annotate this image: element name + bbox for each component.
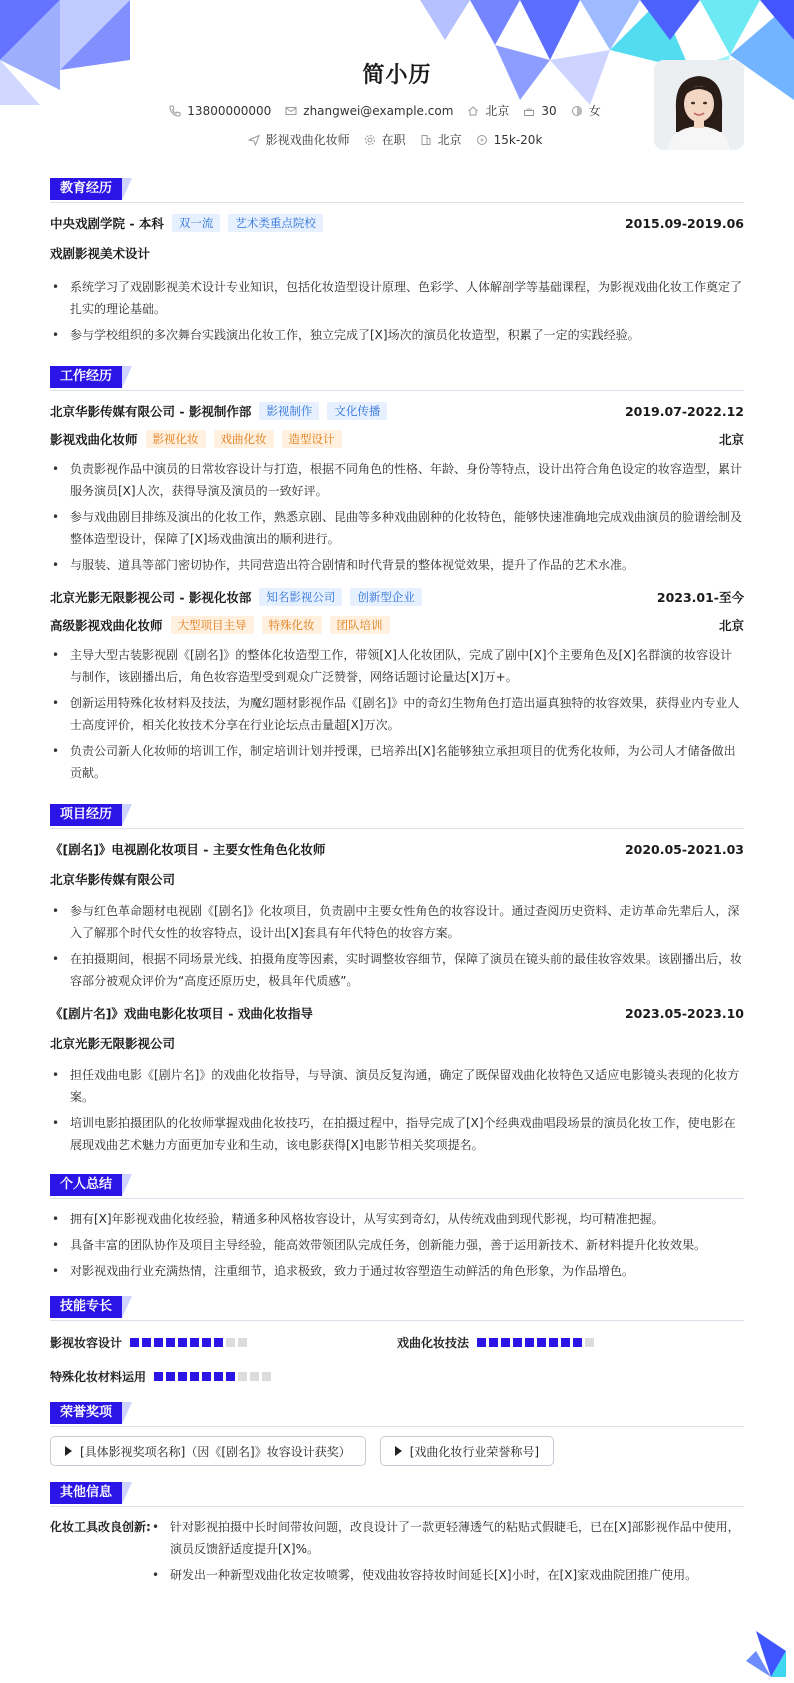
- skill-dot: [214, 1372, 223, 1381]
- email-info: [285, 102, 453, 119]
- honor-text: [具体影视奖项名称]（因《[剧名]》妆容设计获奖）: [80, 1444, 351, 1459]
- project-org: 北京光影无限影视公司: [50, 1036, 176, 1051]
- email-text: zhangwei@example.com: [303, 103, 454, 118]
- skill-level: [154, 1372, 271, 1381]
- summary-section: [50, 1174, 744, 1282]
- company-name: 北京光影无限影视公司 - 影视化妆部: [50, 590, 252, 605]
- skill-dot: [190, 1338, 199, 1347]
- work-entry: [50, 586, 744, 784]
- education-section: [50, 178, 744, 346]
- list-item: • 参与戏曲剧目排练及演出的化妆工作，熟悉京剧、昆曲等多种戏曲剧种的化妆特色，能够快速准确地完成戏曲演员的脸谱绘制及整体造型设计，保障了[X]场戏曲演出的顺利进行。: [50, 506, 744, 550]
- job-info-line: [80, 131, 710, 148]
- bullet-list: [50, 458, 744, 576]
- projects-section: [50, 804, 744, 1156]
- honor-item: [50, 1436, 366, 1466]
- major: 戏剧影视美术设计: [50, 246, 151, 261]
- divider: [50, 1506, 744, 1507]
- project-entry: [50, 1002, 744, 1156]
- other-section: [50, 1482, 744, 1590]
- target-job-info: [248, 131, 350, 148]
- skill-dot: [214, 1338, 223, 1347]
- age-icon: [523, 105, 535, 117]
- bullet-list: [150, 1516, 744, 1590]
- project-name: 《[剧片名]》戏曲电影化妆项目 - 戏曲化妆指导: [50, 1006, 313, 1021]
- list-item: • 针对影视拍摄中长时间带妆问题，改良设计了一款更轻薄透气的粘贴式假睫毛，已在[X]部影视作品中使用，演员反馈舒适度提升[X]%。: [150, 1516, 744, 1560]
- honors-header: [50, 1402, 744, 1424]
- bullet-list: [50, 276, 744, 346]
- list-item: • 创新运用特殊化妆材料及技法，为魔幻题材影视作品《[剧名]》中的奇幻生物角色打造出逼真独特的妆容效果，获得业内专业人士高度评价，相关化妆技术分享在行业论坛点击量超[X]万次。: [50, 692, 744, 736]
- list-item: • 培训电影拍摄团队的化妆师掌握戏曲化妆技巧，在拍摄过程中，指导完成了[X]个经典戏曲唱段场景的演员化妆工作，使电影在展现戏曲艺术魅力方面更加专业和生动，该电影获得[X]电影节相关奖项提名。: [50, 1112, 744, 1156]
- honor-item: [380, 1436, 554, 1466]
- target-job-text: 影视戏曲化妆师: [265, 133, 350, 147]
- skill-level: [130, 1338, 247, 1347]
- tag: 创新型企业: [350, 588, 422, 606]
- skill-dot: [166, 1372, 175, 1381]
- other-label: 化妆工具改良创新:: [50, 1520, 151, 1534]
- skills-list: [50, 1330, 744, 1398]
- other-item: [50, 1516, 744, 1590]
- tag: 团队培训: [330, 616, 390, 634]
- bullet-list: [50, 900, 744, 992]
- skills-section: [50, 1296, 744, 1398]
- section-title: 个人总结: [50, 1174, 122, 1196]
- skill-name: 戏曲化妆技法: [397, 1335, 470, 1350]
- age-info: [523, 102, 556, 119]
- skill-dot: [202, 1372, 211, 1381]
- skill-dot: [130, 1338, 139, 1347]
- salary-info: [476, 131, 543, 148]
- skill-dot: [573, 1338, 582, 1347]
- honors-list: [50, 1436, 744, 1466]
- job-city: 北京: [718, 432, 744, 447]
- list-item: • 对影视戏曲行业充满热情，注重细节，追求极致，致力于通过妆容塑造生动鲜活的角色形象，为作品增色。: [50, 1260, 744, 1282]
- age-text: 30: [541, 103, 557, 118]
- section-title: 教育经历: [50, 178, 122, 200]
- avatar: [654, 60, 744, 150]
- list-item: • 主导大型古装影视剧《[剧名]》的整体化妆造型工作，带领[X]人化妆团队，完成了剧中[X]个主要角色及[X]名群演的妆容设计与制作，该剧播出后，角色妆容造型受到观众广泛赞誉，网络话题讨论量达[X]万+。: [50, 644, 744, 688]
- summary-header: [50, 1174, 744, 1196]
- list-item: • 参与学校组织的多次舞台实践演出化妆工作，独立完成了[X]场次的演员化妆造型，积累了一定的实践经验。: [50, 324, 744, 346]
- tag: 造型设计: [282, 430, 342, 448]
- entry-header: [50, 1002, 744, 1024]
- list-item: • 拥有[X]年影视戏曲化妆经验，精通多种风格妆容设计，从写实到奇幻，从传统戏曲到现代影视，均可精准把握。: [50, 1208, 744, 1230]
- skill-dot: [537, 1338, 546, 1347]
- project-entry: [50, 838, 744, 992]
- section-title: 技能专长: [50, 1296, 122, 1318]
- entry-subheader: [50, 614, 744, 636]
- divider: [50, 1320, 744, 1321]
- entry-date: 2020.05-2021.03: [624, 841, 744, 857]
- tag: 知名影视公司: [259, 588, 342, 606]
- entry-header: [50, 400, 744, 422]
- education-entry: [50, 212, 744, 346]
- home-icon: [467, 105, 479, 117]
- list-item: • 研发出一种新型戏曲化妆定妆喷雾，使戏曲妆容持妆时间延长[X]小时，在[X]家戏曲院团推广使用。: [150, 1564, 744, 1586]
- entry-subheader: [50, 242, 744, 264]
- list-item: • 系统学习了戏剧影视美术设计专业知识，包括化妆造型设计原理、色彩学、人体解剖学等基础课程，为影视戏曲化妆工作奠定了扎实的理论基础。: [50, 276, 744, 320]
- resume-header: [50, 0, 744, 178]
- projects-header: [50, 804, 744, 826]
- job-role: 影视戏曲化妆师: [50, 432, 138, 447]
- skill-dot: [178, 1338, 187, 1347]
- status-text: 在职: [381, 133, 406, 147]
- tag: 戏曲化妆: [214, 430, 274, 448]
- candidate-name: 简小历: [362, 63, 432, 88]
- divider: [50, 1198, 744, 1199]
- skill-dot: [190, 1372, 199, 1381]
- other-header: [50, 1482, 744, 1504]
- list-item: • 与服装、道具等部门密切协作，共同营造出符合剧情和时代背景的整体视觉效果，提升了作品的艺术水准。: [50, 554, 744, 576]
- target-city-text: 北京: [437, 133, 462, 147]
- entry-date: 2019.07-2022.12: [624, 403, 744, 419]
- project-org: 北京华影传媒有限公司: [50, 872, 176, 887]
- tag: 大型项目主导: [171, 616, 254, 634]
- corner-decoration: [746, 1631, 786, 1677]
- skill-dot: [525, 1338, 534, 1347]
- work-header: [50, 366, 744, 388]
- entry-date: 2023.05-2023.10: [624, 1005, 744, 1021]
- tag: 特殊化妆: [262, 616, 322, 634]
- skill-dot: [489, 1338, 498, 1347]
- list-item: • 负责公司新人化妆师的培训工作，制定培训计划并授课，已培养出[X]名能够独立承担项目的优秀化妆师，为公司人才储备做出贡献。: [50, 740, 744, 784]
- entry-header: [50, 212, 744, 234]
- skill-dot: [142, 1338, 151, 1347]
- company-name: 北京华影传媒有限公司 - 影视制作部: [50, 404, 252, 419]
- entry-header: [50, 586, 744, 608]
- section-title: 项目经历: [50, 804, 122, 826]
- entry-subheader: [50, 1032, 744, 1054]
- tag: 影视制作: [259, 402, 319, 420]
- location-text: 北京: [485, 104, 510, 118]
- phone-text: 13800000000: [187, 103, 272, 118]
- skill-name: 特殊化妆材料运用: [50, 1369, 147, 1384]
- honor-text: [戏曲化妆行业荣誉称号]: [409, 1444, 540, 1459]
- email-icon: [285, 105, 297, 117]
- entry-subheader: [50, 868, 744, 890]
- entry-header: [50, 838, 744, 860]
- skill-dot: [513, 1338, 522, 1347]
- target-city-info: [420, 131, 462, 148]
- building-icon: [420, 134, 432, 146]
- tag: 影视化妆: [146, 430, 206, 448]
- play-icon: [395, 1446, 402, 1456]
- skill-dot: [226, 1338, 235, 1347]
- status-info: [364, 131, 406, 148]
- location-info: [467, 102, 509, 119]
- skill-dot: [226, 1372, 235, 1381]
- bullet-list: [50, 644, 744, 784]
- skill-item: [397, 1330, 744, 1354]
- list-item: • 参与红色革命题材电视剧《[剧名]》化妆项目，负责剧中主要女性角色的妆容设计。通过查阅历史资料、走访革命先辈后人，深入了解那个时代女性的妆容特点，设计出[X]套具有年代特色的妆容方案。: [50, 900, 744, 944]
- project-name: 《[剧名]》电视剧化妆项目 - 主要女性角色化妆师: [50, 842, 326, 857]
- school-name: 中央戏剧学院 - 本科: [50, 216, 164, 231]
- skill-dot: [154, 1372, 163, 1381]
- section-title: 荣誉奖项: [50, 1402, 122, 1424]
- divider: [50, 390, 744, 391]
- status-icon: [364, 134, 376, 146]
- entry-date: 2015.09-2019.06: [624, 215, 744, 231]
- skill-item: [50, 1330, 397, 1354]
- skill-level: [477, 1338, 594, 1347]
- skill-dot: [501, 1338, 510, 1347]
- divider: [50, 202, 744, 203]
- skill-dot: [549, 1338, 558, 1347]
- work-entry: [50, 400, 744, 576]
- education-header: [50, 178, 744, 200]
- salary-icon: [476, 134, 488, 146]
- tag: 双一流: [172, 214, 221, 232]
- gender-text: 女: [588, 104, 601, 118]
- job-city: 北京: [718, 618, 744, 633]
- skill-dot: [178, 1372, 187, 1381]
- skill-dot: [202, 1338, 211, 1347]
- skill-dot: [477, 1338, 486, 1347]
- section-title: 其他信息: [50, 1482, 122, 1504]
- skill-dot: [262, 1372, 271, 1381]
- list-item: • 负责影视作品中演员的日常妆容设计与打造，根据不同角色的性格、年龄、身份等特点，设计出符合角色设定的妆容造型，累计服务演员[X]人次，获得导演及演员的一致好评。: [50, 458, 744, 502]
- divider: [50, 828, 744, 829]
- bullet-list: [50, 1064, 744, 1156]
- salary-text: 15k-20k: [493, 132, 543, 147]
- skill-dot: [585, 1338, 594, 1347]
- skill-dot: [250, 1372, 259, 1381]
- section-title: 工作经历: [50, 366, 122, 388]
- divider: [50, 1426, 744, 1427]
- send-icon: [248, 134, 260, 146]
- skill-name: 影视妆容设计: [50, 1335, 123, 1350]
- skill-dot: [166, 1338, 175, 1347]
- gender-info: [571, 102, 601, 119]
- work-section: [50, 366, 744, 784]
- phone-icon: [169, 105, 181, 117]
- entry-date: 2023.01-至今: [656, 590, 744, 605]
- skill-dot: [238, 1338, 247, 1347]
- skill-dot: [154, 1338, 163, 1347]
- skills-header: [50, 1296, 744, 1318]
- list-item: • 具备丰富的团队协作及项目主导经验，能高效带领团队完成任务，创新能力强，善于运用新技术、新材料提升化妆效果。: [50, 1234, 744, 1256]
- bullet-list: [50, 1208, 744, 1282]
- play-icon: [65, 1446, 72, 1456]
- gender-icon: [571, 105, 583, 117]
- skill-dot: [561, 1338, 570, 1347]
- entry-subheader: [50, 428, 744, 450]
- list-item: • 在拍摄期间，根据不同场景光线、拍摄角度等因素，实时调整妆容细节，保障了演员在镜头前的最佳妆容效果。该剧播出后，妆容部分被观众评价为“高度还原历史，极具年代质感”。: [50, 948, 744, 992]
- honors-section: [50, 1402, 744, 1466]
- job-role: 高级影视戏曲化妆师: [50, 618, 163, 633]
- skill-dot: [238, 1372, 247, 1381]
- phone-info: [169, 102, 271, 119]
- tag: 文化传播: [327, 402, 387, 420]
- skill-item: [50, 1364, 397, 1388]
- basic-info-line: [70, 102, 700, 119]
- tag: 艺术类重点院校: [228, 214, 323, 232]
- list-item: • 担任戏曲电影《[剧片名]》的戏曲化妆指导，与导演、演员反复沟通，确定了既保留戏曲化妆特色又适应电影镜头表现的化妆方案。: [50, 1064, 744, 1108]
